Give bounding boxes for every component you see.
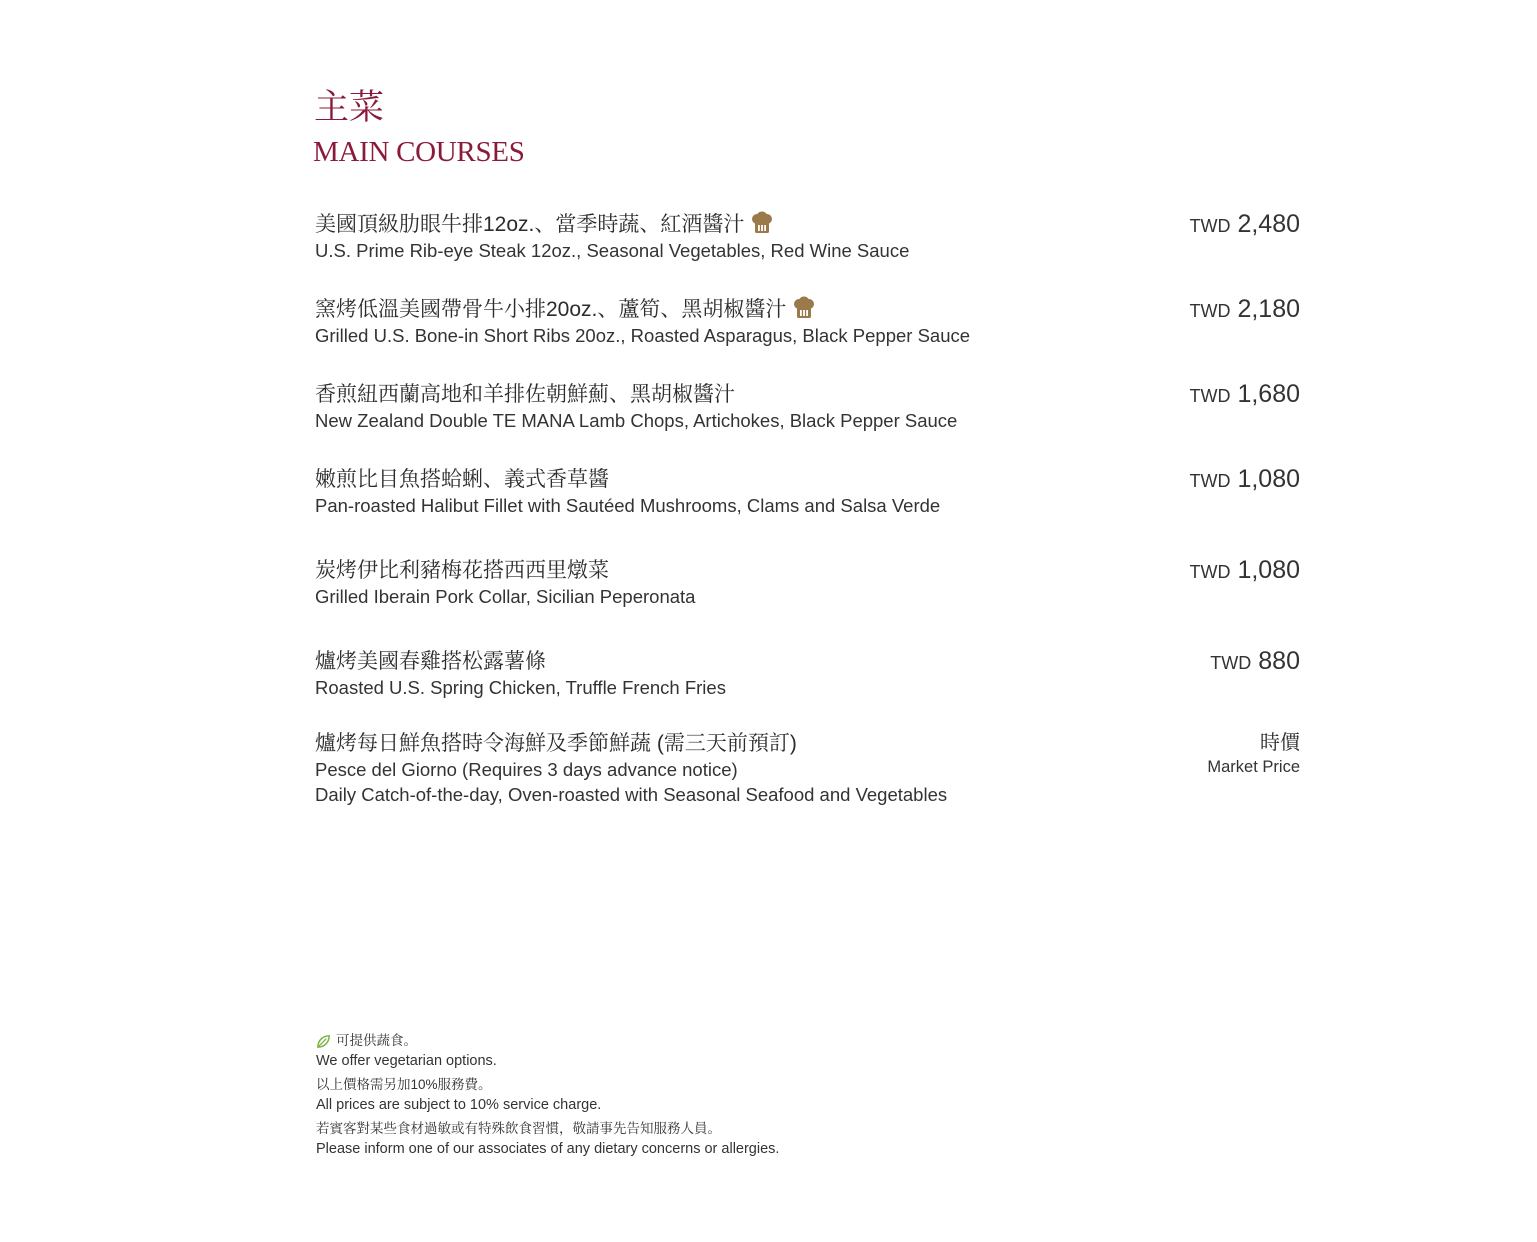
menu-item-price [1189, 465, 1300, 494]
menu-item-name-zh: 香煎紐西蘭高地和羊排佐朝鮮薊、黑胡椒醬汁 [315, 383, 735, 406]
menu-item-description-en: Daily Catch-of-the-day, Oven-roasted with Seasonal Seafood and Vegetables [315, 784, 948, 805]
price-amount: 880 [1258, 647, 1300, 675]
currency-label: TWD [1189, 216, 1231, 236]
menu-item-price [1189, 210, 1300, 239]
menu-item-name-en: U.S. Prime Rib-eye Steak 12oz., Seasonal Vegetables, Red Wine Sauce [315, 240, 910, 261]
price-amount: 1,080 [1237, 465, 1300, 493]
menu-item-price [1189, 295, 1300, 324]
menu-item-name-en: Roasted U.S. Spring Chicken, Truffle French Fries [315, 677, 726, 698]
currency-label: TWD [1210, 653, 1252, 673]
menu-item-name-zh: 炭烤伊比利豬梅花搭西西里燉菜 [315, 559, 609, 582]
menu-item [315, 731, 1300, 811]
menu-item [315, 297, 1300, 377]
price-amount: 1,080 [1237, 556, 1300, 584]
menu-item-name-zh: 爐烤每日鮮魚搭時令海鮮及季節鮮蔬 (需三天前預訂) [315, 732, 797, 755]
service-charge-note-zh: 以上價格需另加10%服務費。 [316, 1077, 492, 1092]
chef-hat-icon [750, 211, 774, 235]
market-price-zh: 時價 [1260, 732, 1300, 754]
vegetarian-note-en: We offer vegetarian options. [316, 1053, 497, 1069]
chef-hat-icon [792, 296, 816, 320]
menu-item-name-zh: 美國頂級肋眼牛排12oz.、當季時蔬、紅酒醬汁 [315, 212, 774, 238]
currency-label: TWD [1189, 386, 1231, 406]
price-amount: 1,680 [1237, 380, 1300, 408]
vegetarian-note-zh: 可提供蔬食。 [316, 1031, 1016, 1051]
menu-item-name-en: Pan-roasted Halibut Fillet with Sautéed Mushrooms, Clams and Salsa Verde [315, 495, 941, 516]
market-price-en: Market Price [1207, 758, 1300, 776]
menu-item-price [1210, 647, 1300, 676]
page-title-en: MAIN COURSES [313, 136, 525, 168]
allergy-note-en: Please inform one of our associates of any dietary concerns or allergies. [316, 1141, 780, 1157]
price-amount: 2,180 [1237, 295, 1300, 323]
menu-item-name-en: Grilled U.S. Bone-in Short Ribs 20oz., Roasted Asparagus, Black Pepper Sauce [315, 325, 971, 346]
menu-item-price [1189, 556, 1300, 585]
footer-notes [316, 1031, 1016, 1163]
leaf-icon [316, 1034, 331, 1049]
page-title-zh: 主菜 [314, 88, 385, 128]
service-charge-note-en: All prices are subject to 10% service charge. [316, 1097, 602, 1113]
menu-item-name-en: Pesce del Giorno (Requires 3 days advance notice) [315, 759, 738, 780]
menu-item [315, 467, 1300, 547]
currency-label: TWD [1189, 301, 1231, 321]
menu-item-name-zh: 爐烤美國春雞搭松露薯條 [315, 650, 546, 673]
menu-item-price [1189, 380, 1300, 409]
menu-item [315, 649, 1300, 729]
price-amount: 2,480 [1237, 210, 1300, 238]
menu-item [315, 558, 1300, 638]
menu-item-name-zh: 嫩煎比目魚搭蛤蜊、義式香草醬 [315, 468, 609, 491]
currency-label: TWD [1189, 562, 1231, 582]
menu-item-name-en: New Zealand Double TE MANA Lamb Chops, Artichokes, Black Pepper Sauce [315, 410, 958, 431]
currency-label: TWD [1189, 471, 1231, 491]
menu-item [315, 382, 1300, 462]
allergy-note-zh: 若賓客對某些食材過敏或有特殊飲食習慣，敬請事先告知服務人員。 [316, 1121, 721, 1136]
menu-item-name-zh: 窯烤低溫美國帶骨牛小排20oz.、蘆筍、黑胡椒醬汁 [315, 297, 816, 323]
menu-item [315, 212, 1300, 292]
menu-item-name-en: Grilled Iberain Pork Collar, Sicilian Peperonata [315, 586, 696, 607]
